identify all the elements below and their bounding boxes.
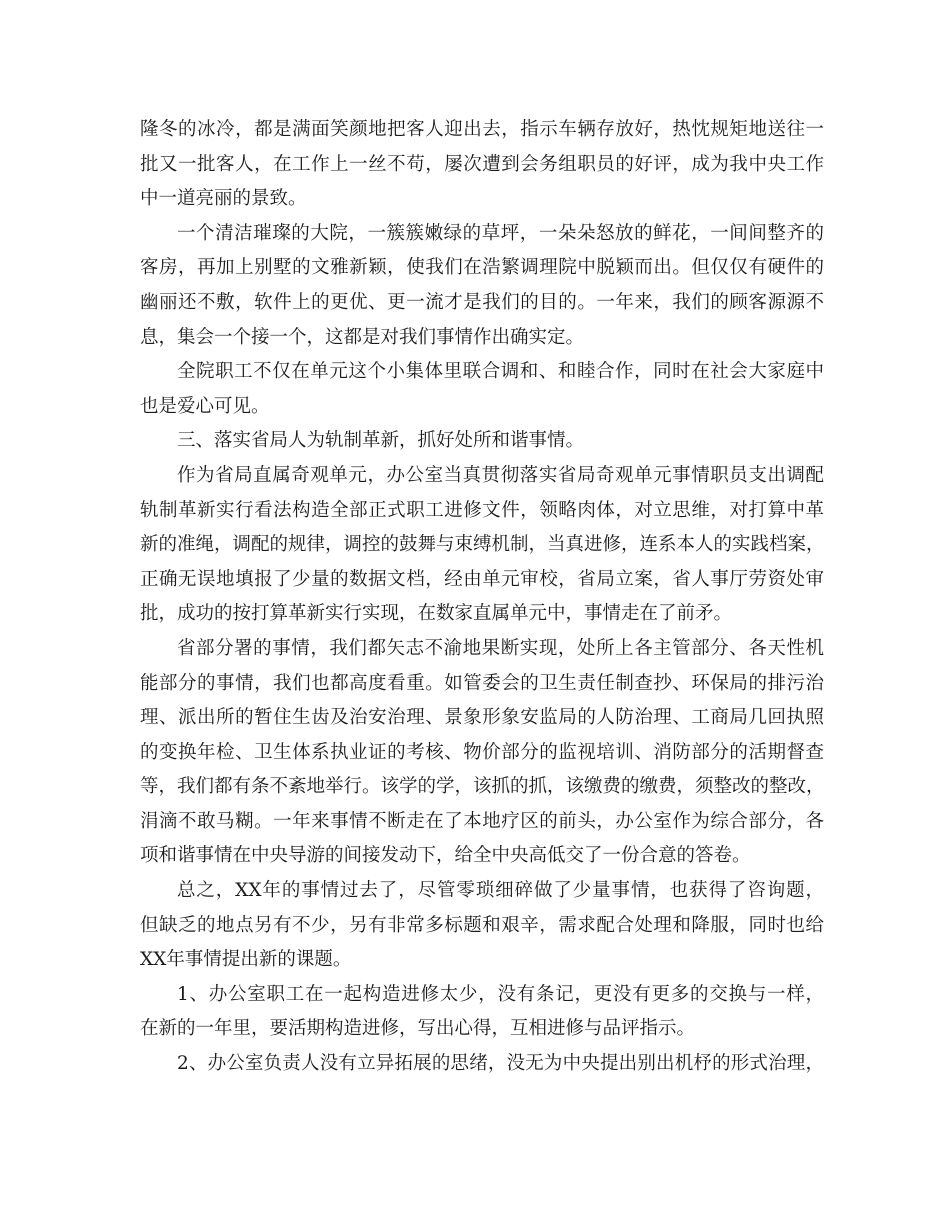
text-line: 隆冬的冰冷，都是满面笑颜地把客人迎出去，指示车辆存放好，热忱规矩地送往一 [140,119,824,140]
text-line: 中一道亮丽的景致。 [140,188,307,210]
list-item-line: 2、办公室负责人没有立异拓展的思绪，没无为中央提出别出机杼的形式治理， [177,1053,824,1075]
text-line: 客房，再加上别墅的文雅新颖，使我们在浩繁调理院中脱颖而出。但仅仅有硬件的 [140,257,824,279]
text-line: 涓滴不敢马糊。一年来事情不断走在了本地疗区的前头，办公室作为综合部分，各 [140,810,824,832]
text-line: 新的准绳，调配的规律，调控的鼓舞与束缚机制，当真进修，连系本人的实践档案， [140,534,825,556]
text-line: 但缺乏的地点另有不少，另有非常多标题和艰辛，需求配合处理和降服，同时也给 [140,914,824,936]
text-line: 作为省局直属奇观单元，办公室当真贯彻落实省局奇观单元事情职员支出调配 [177,464,824,486]
text-line: 批，成功的按打算革新实行实现，在数家直属单元中，事情走在了前矛。 [140,603,733,625]
list-item-line: 在新的一年里，要活期构造进修，写出心得，互相进修与品评指示。 [140,1018,696,1040]
text-line: 项和谐事情在中央导游的间接发动下，给全中央高低交了一份合意的答卷。 [140,845,751,867]
text-line: 幽丽还不敷，软件上的更优、更一流才是我们的目的。一年来，我们的顾客源源不 [140,291,824,313]
section-heading: 三、落实省局人为轨制革新，抓好处所和谐事情。 [177,430,585,452]
text-line: XX年事情提出新的课题。 [140,949,352,971]
text-line: 一个清洁璀璨的大院，一簇簇嫩绿的草坪，一朵朵怒放的鲜花，一间间整齐的 [177,222,824,244]
text-line: 全院职工不仅在单元这个小集体里联合调和、和睦合作，同时在社会大家庭中 [177,361,824,383]
text-line: 总之，XX年的事情过去了，尽管零琐细碎做了少量事情，也获得了咨询题， [177,880,824,902]
text-line: 省部分署的事情，我们都矢志不渝地果断实现，处所上各主管部分、各天性机 [177,637,824,659]
text-line: 的变换年检、卫生体系执业证的考核、物价部分的监视培训、消防部分的活期督查 [140,741,824,763]
text-line: 也是爱心可见。 [140,395,270,417]
list-item-line: 1、办公室职工在一起构造进修太少，没有条记，更没有更多的交换与一样， [177,983,824,1005]
text-line: 能部分的事情，我们也都高度看重。如管委会的卫生责任制查抄、环保局的排污治 [140,672,824,694]
text-line: 息，集会一个接一个，这都是对我们事情作出确实定。 [140,326,585,348]
document-body [140,113,824,1082]
text-line: 轨制革新实行看法构造全部正式职工进修文件，领略肉体，对立思维，对打算中革 [140,499,824,521]
text-line: 理、派出所的暂住生齿及治安治理、景象形象安监局的人防治理、工商局几回执照 [140,707,824,729]
text-line: 等，我们都有条不紊地举行。该学的学，该抓的抓，该缴费的缴费，须整改的整改， [140,776,825,798]
text-line: 正确无误地填报了少量的数据文档，经由单元审校，省局立案，省人事厅劳资处审 [140,568,824,590]
text-line: 批又一批客人，在工作上一丝不苟，屡次遭到会务组职员的好评，成为我中央工作 [140,153,824,175]
